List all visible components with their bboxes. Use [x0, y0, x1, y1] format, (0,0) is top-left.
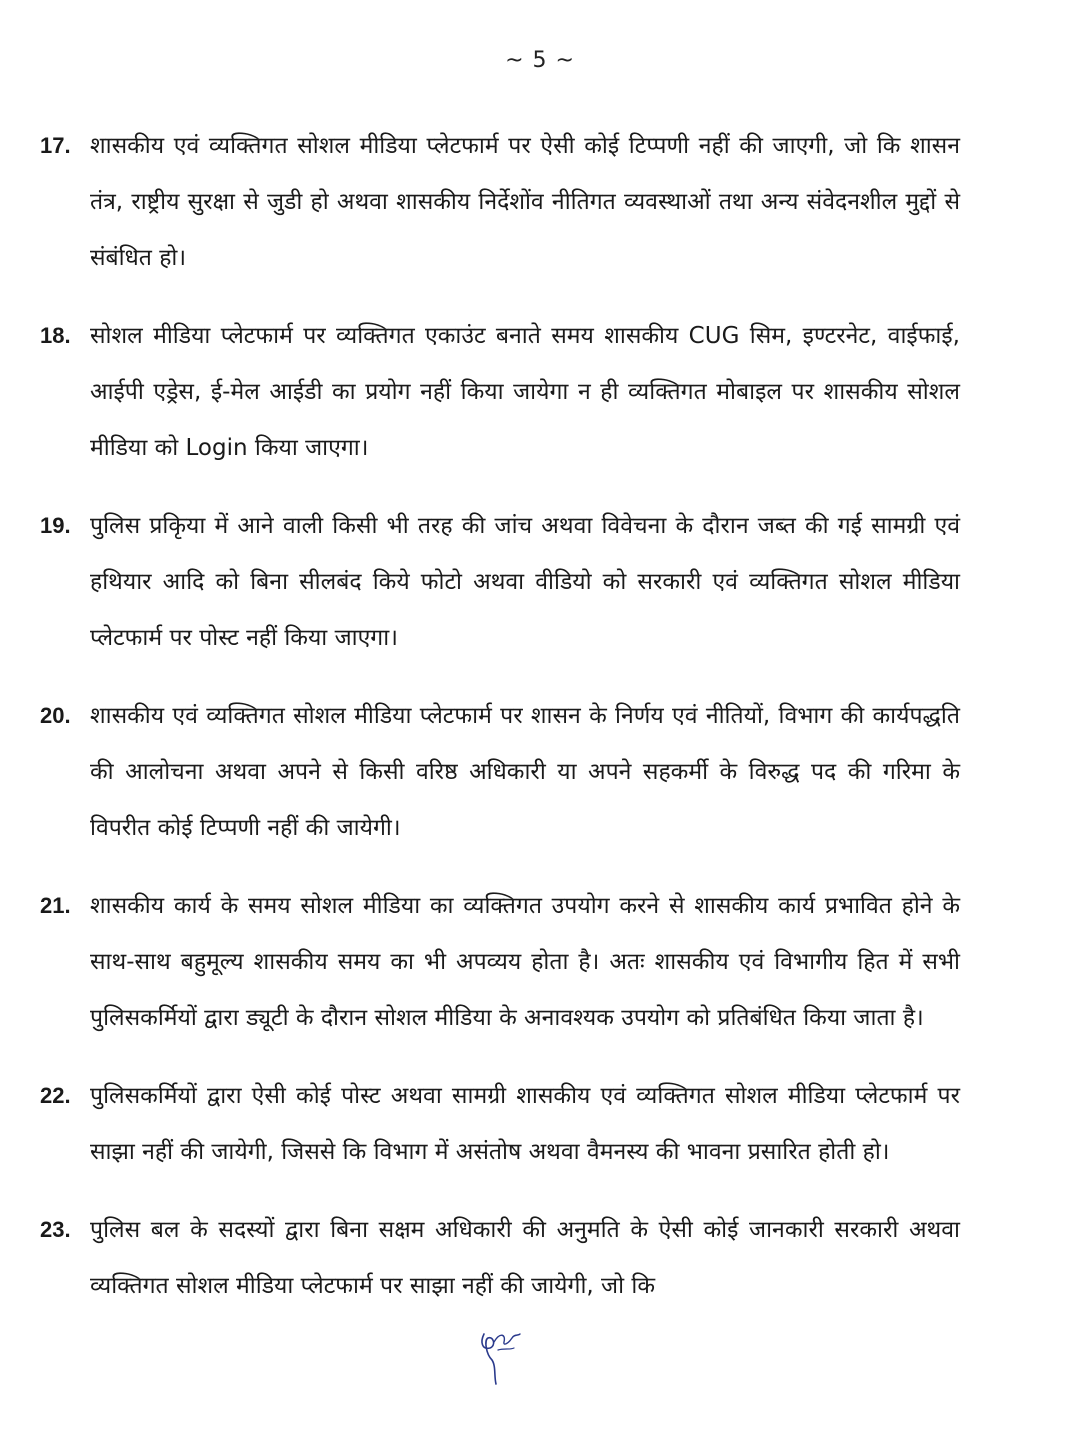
item-number: 23. [40, 1217, 71, 1242]
list-item [40, 1068, 960, 1180]
item-number: 21. [40, 893, 71, 918]
item-text: पुलिसकर्मियों द्वारा ऐसी कोई पोस्ट अथवा सामग्री शासकीय एवं व्यक्तिगत सोशल मीडिया प्लेटफार्म पर साझा नहीं की जायेगी, जिससे कि विभाग में असंतोष अथवा वैमनस्य की भावना प्रसारित होती हो। [90, 1083, 960, 1165]
item-number: 19. [40, 513, 71, 538]
list-item [40, 1202, 960, 1314]
instruction-list [40, 118, 960, 1336]
signature-initials [470, 1320, 530, 1390]
list-item [40, 878, 960, 1046]
list-item [40, 498, 960, 666]
item-number: 20. [40, 703, 71, 728]
item-text: शासकीय कार्य के समय सोशल मीडिया का व्यक्तिगत उपयोग करने से शासकीय कार्य प्रभावित होने के साथ-साथ बहुमूल्य शासकीय समय का भी अपव्यय होता है। अतः शासकीय एवं विभागीय हित में सभी पुलिसकर्मियों द्वारा ड्यूटी के दौरान सोशल मीडिया के अनावश्यक उपयोग को प्रतिबंधित किया जाता है। [90, 893, 960, 1031]
item-text: शासकीय एवं व्यक्तिगत सोशल मीडिया प्लेटफार्म पर ऐसी कोई टिप्पणी नहीं की जाएगी, जो कि शासन तंत्र, राष्ट्रीय सुरक्षा से जुडी हो अथवा शासकीय निर्देशोंव नीतिगत व्यवस्थाओं तथा अन्य संवेदनशील मुद्दों से संबंधित हो। [90, 133, 960, 271]
page-number: ~ 5 ~ [505, 48, 575, 73]
list-item [40, 308, 960, 476]
list-item [40, 118, 960, 286]
list-item [40, 688, 960, 856]
item-number: 18. [40, 323, 71, 348]
item-number: 22. [40, 1083, 71, 1108]
item-text: शासकीय एवं व्यक्तिगत सोशल मीडिया प्लेटफार्म पर शासन के निर्णय एवं नीतियों, विभाग की कार्यपद्धति की आलोचना अथवा अपने से किसी वरिष्ठ अधिकारी या अपने सहकर्मी के विरुद्ध पद की गरिमा के विपरीत कोई टिप्पणी नहीं की जायेगी। [90, 703, 960, 841]
item-text: सोशल मीडिया प्लेटफार्म पर व्यक्तिगत एकाउंट बनाते समय शासकीय CUG सिम, इण्टरनेट, वाईफाई, आईपी एड्रेस, ई-मेल आईडी का प्रयोग नहीं किया जायेगा न ही व्यक्तिगत मोबाइल पर शासकीय सोशल मीडिया को Login किया जाएगा। [90, 323, 960, 461]
item-number: 17. [40, 133, 71, 158]
item-text: पुलिस बल के सदस्यों द्वारा बिना सक्षम अधिकारी की अनुमति के ऐसी कोई जानकारी सरकारी अथवा व्यक्तिगत सोशल मीडिया प्लेटफार्म पर साझा नहीं की जायेगी, जो कि [90, 1217, 960, 1299]
item-text: पुलिस प्रकृिया में आने वाली किसी भी तरह की जांच अथवा विवेचना के दौरान जब्त की गई सामग्री एवं हथियार आदि को बिना सीलबंद किये फोटो अथवा वीडियो को सरकारी एवं व्यक्तिगत सोशल मीडिया प्लेटफार्म पर पोस्ट नहीं किया जाएगा। [90, 513, 960, 651]
